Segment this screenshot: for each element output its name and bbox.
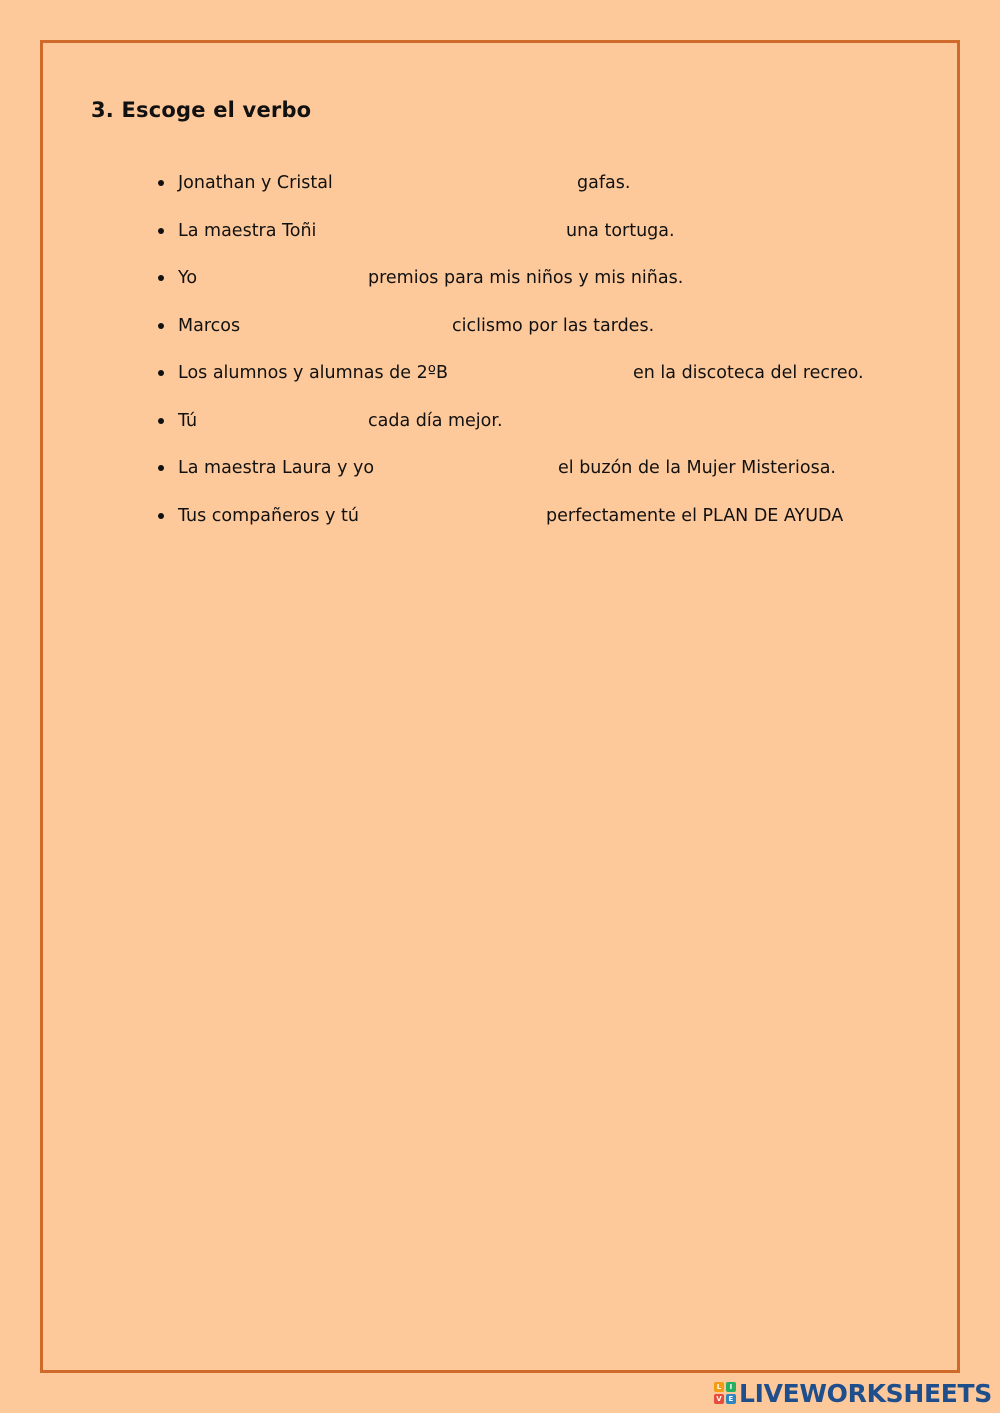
sentence-item	[156, 453, 916, 501]
sentence-item	[156, 168, 916, 216]
liveworksheets-logo	[714, 1377, 992, 1409]
brand-name: LIVEWORKSHEETS	[738, 1378, 992, 1408]
sentence-subject: La maestra Laura y yo	[178, 458, 375, 478]
bullet-icon	[158, 323, 164, 329]
logo-tile: L	[714, 1382, 724, 1392]
verb-answer-field[interactable]	[208, 408, 364, 434]
sentence-subject: Marcos	[178, 315, 241, 336]
verb-answer-field[interactable]	[334, 218, 562, 244]
verb-answer-field[interactable]	[252, 313, 448, 339]
sentence-item	[156, 311, 916, 359]
sentence-item	[156, 358, 916, 406]
sentence-list	[156, 168, 916, 548]
bullet-icon	[158, 465, 164, 471]
logo-tile: I	[726, 1382, 736, 1392]
bullet-icon	[158, 180, 164, 186]
verb-answer-field[interactable]	[354, 170, 572, 196]
sentence-predicate: una tortuga.	[566, 220, 675, 241]
bullet-icon	[158, 228, 164, 234]
bullet-icon	[158, 275, 164, 281]
liveworksheets-logo-icon	[714, 1382, 736, 1404]
bullet-icon	[158, 370, 164, 376]
sentence-predicate: cada día mejor.	[368, 410, 503, 431]
sentence-predicate: gafas.	[577, 173, 631, 193]
sentence-subject: Yo	[178, 268, 198, 288]
verb-answer-field[interactable]	[208, 265, 364, 291]
sentence-item	[156, 263, 916, 311]
bullet-icon	[158, 513, 164, 519]
sentence-item	[156, 501, 916, 549]
verb-answer-field[interactable]	[458, 360, 626, 386]
verb-answer-field[interactable]	[388, 455, 554, 481]
sentence-subject: Jonathan y Cristal	[178, 173, 333, 193]
sentence-predicate: en la discoteca del recreo.	[633, 363, 864, 383]
logo-tile: V	[714, 1394, 724, 1404]
verb-answer-field[interactable]	[374, 503, 542, 529]
sentence-predicate: perfectamente el PLAN DE AYUDA	[546, 505, 844, 526]
exercise-heading: 3. Escoge el verbo	[91, 98, 312, 122]
sentence-predicate: premios para mis niños y mis niñas.	[368, 268, 684, 288]
sentence-predicate: ciclismo por las tardes.	[452, 315, 655, 336]
sentence-subject: Tus compañeros y tú	[178, 505, 359, 526]
logo-tile: E	[726, 1394, 736, 1404]
sentence-item	[156, 406, 916, 454]
sentence-subject: Los alumnos y alumnas de 2ºB	[178, 363, 448, 383]
sentence-item	[156, 216, 916, 264]
sentence-predicate: el buzón de la Mujer Misteriosa.	[558, 458, 836, 478]
bullet-icon	[158, 418, 164, 424]
sentence-subject: Tú	[178, 410, 198, 431]
sentence-subject: La maestra Toñi	[178, 220, 317, 241]
